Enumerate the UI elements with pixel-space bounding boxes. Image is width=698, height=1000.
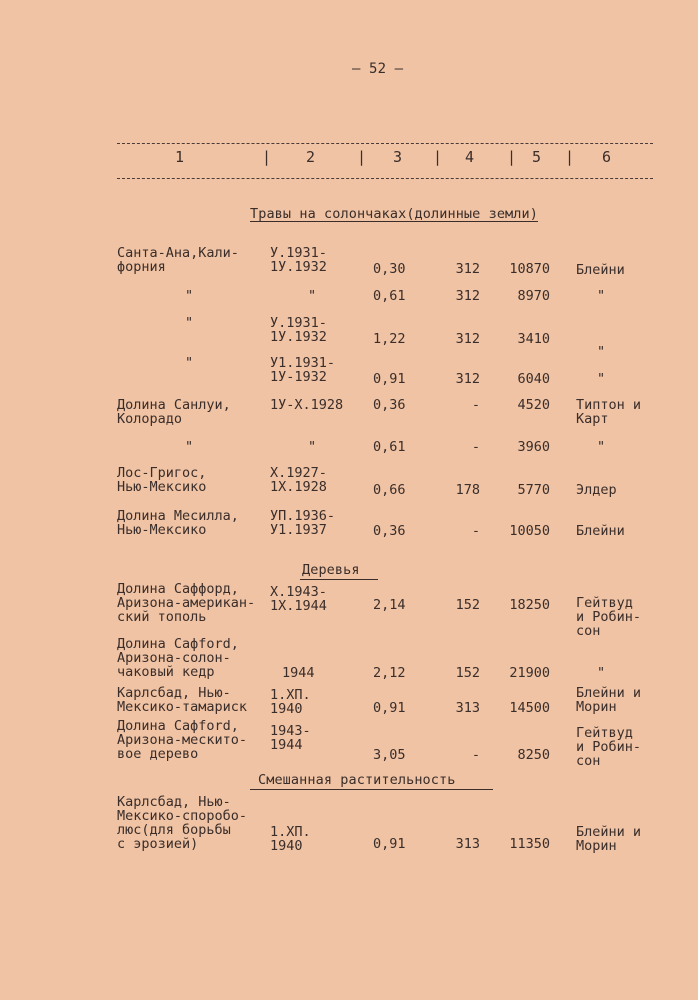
table-header-top-rule (117, 143, 653, 144)
row-author: " (597, 439, 606, 455)
row-place: Долина Санлуи, Колорадо (117, 397, 231, 427)
row-author: Блейни (576, 262, 625, 278)
row-place: Санта-Ана,Кали- форния (117, 245, 239, 275)
row-count: 152 (455, 665, 480, 681)
section-title: Деревья (302, 562, 360, 578)
column-number-4: 4 (465, 148, 475, 166)
row-period: У.1931- 1У.1932 (270, 245, 327, 275)
row-count: 312 (455, 331, 480, 347)
row-period: 1943- 1944 (270, 723, 311, 753)
row-author: " (597, 344, 606, 360)
row-value: 10870 (509, 261, 550, 277)
column-separator: | (565, 148, 575, 166)
row-author: Блейни и Морин (576, 685, 642, 715)
row-count: - (471, 523, 480, 539)
column-separator: | (507, 148, 517, 166)
row-author: " (597, 371, 606, 387)
row-period: У.1931- 1У.1932 (270, 315, 327, 345)
row-author: Элдер (576, 482, 617, 498)
row-count: - (471, 747, 480, 763)
column-number-1: 1 (175, 148, 185, 166)
row-value: 4520 (517, 397, 550, 413)
row-period: " (308, 439, 317, 455)
row-author: Типтон и Карт (576, 397, 642, 427)
row-value: 6040 (517, 371, 550, 387)
row-count: 312 (455, 261, 480, 277)
row-depth: 0,91 (373, 836, 406, 852)
row-depth: 0,30 (373, 261, 406, 277)
row-value: 3960 (517, 439, 550, 455)
column-separator: | (262, 148, 272, 166)
row-depth: 2,14 (373, 597, 406, 613)
row-period: 1944 (282, 665, 315, 681)
row-value: 10050 (509, 523, 550, 539)
row-place: Карлсбад, Нью- Мексико-споробо- люс(для борьбы с эрозией) (117, 794, 248, 852)
row-depth: 1,22 (373, 331, 406, 347)
row-depth: 2,12 (373, 665, 406, 681)
row-period: У1.1931- 1У-1932 (270, 355, 336, 385)
row-value: 8250 (517, 747, 550, 763)
row-value: 21900 (509, 665, 550, 681)
row-value: 5770 (517, 482, 550, 498)
row-count: 312 (455, 371, 480, 387)
column-number-6: 6 (602, 148, 612, 166)
page-number: — 52 — (352, 61, 404, 77)
section-title-underline (250, 789, 493, 790)
row-depth: 3,05 (373, 747, 406, 763)
row-count: 312 (455, 288, 480, 304)
row-count: - (471, 439, 480, 455)
row-author: " (597, 288, 606, 304)
row-count: 178 (455, 482, 480, 498)
row-period: 1.ХП. 1940 (270, 687, 311, 717)
row-period: Х.1943- 1Х.1944 (270, 584, 327, 614)
column-number-5: 5 (532, 148, 542, 166)
row-place: Карлсбад, Нью- Мексико-тамариск (117, 685, 248, 715)
row-period: 1.ХП. 1940 (270, 824, 311, 854)
row-value: 3410 (517, 331, 550, 347)
row-depth: 0,36 (373, 523, 406, 539)
row-place: " (185, 288, 194, 304)
row-depth: 0,66 (373, 482, 406, 498)
row-period: УП.1936- У1.1937 (270, 508, 336, 538)
row-period: 1У-Х.1928 (270, 397, 344, 413)
row-place: Долина Сафford, Аризона-мескито- вое дерево (117, 718, 248, 762)
row-value: 11350 (509, 836, 550, 852)
row-author: Гейтвуд и Робин- сон (576, 725, 642, 769)
row-author: Блейни и Морин (576, 824, 642, 854)
row-author: Гейтвуд и Робин- сон (576, 595, 642, 639)
column-number-2: 2 (306, 148, 316, 166)
section-title: Травы на солончаках(долинные земли) (250, 206, 538, 222)
row-count: 313 (455, 700, 480, 716)
row-place: " (185, 439, 194, 455)
row-place: Долина Сафford, Аризона-солон- чаковый кедр (117, 636, 239, 680)
column-number-3: 3 (393, 148, 403, 166)
row-author: Блейни (576, 523, 625, 539)
row-place: " (185, 315, 194, 331)
row-value: 8970 (517, 288, 550, 304)
row-period: Х.1927- 1Х.1928 (270, 465, 327, 495)
row-place: Лос-Григос, Нью-Мексико (117, 465, 207, 495)
row-count: 152 (455, 597, 480, 613)
row-depth: 0,61 (373, 439, 406, 455)
row-value: 18250 (509, 597, 550, 613)
row-count: - (471, 397, 480, 413)
column-separator: | (357, 148, 367, 166)
row-depth: 0,91 (373, 700, 406, 716)
row-depth: 0,61 (373, 288, 406, 304)
row-author: " (597, 665, 606, 681)
row-depth: 0,36 (373, 397, 406, 413)
section-title-underline (300, 579, 378, 580)
column-separator: | (433, 148, 443, 166)
row-value: 14500 (509, 700, 550, 716)
row-place: Долина Месилла, Нью-Мексико (117, 508, 239, 538)
row-place: Долина Сaффорд, Аризона-американ- ский тополь (117, 581, 256, 625)
section-title: Смешанная растительность (258, 772, 456, 788)
table-header-bottom-rule (117, 178, 653, 179)
row-place: " (185, 355, 194, 371)
row-count: 313 (455, 836, 480, 852)
row-depth: 0,91 (373, 371, 406, 387)
row-period: " (308, 288, 317, 304)
